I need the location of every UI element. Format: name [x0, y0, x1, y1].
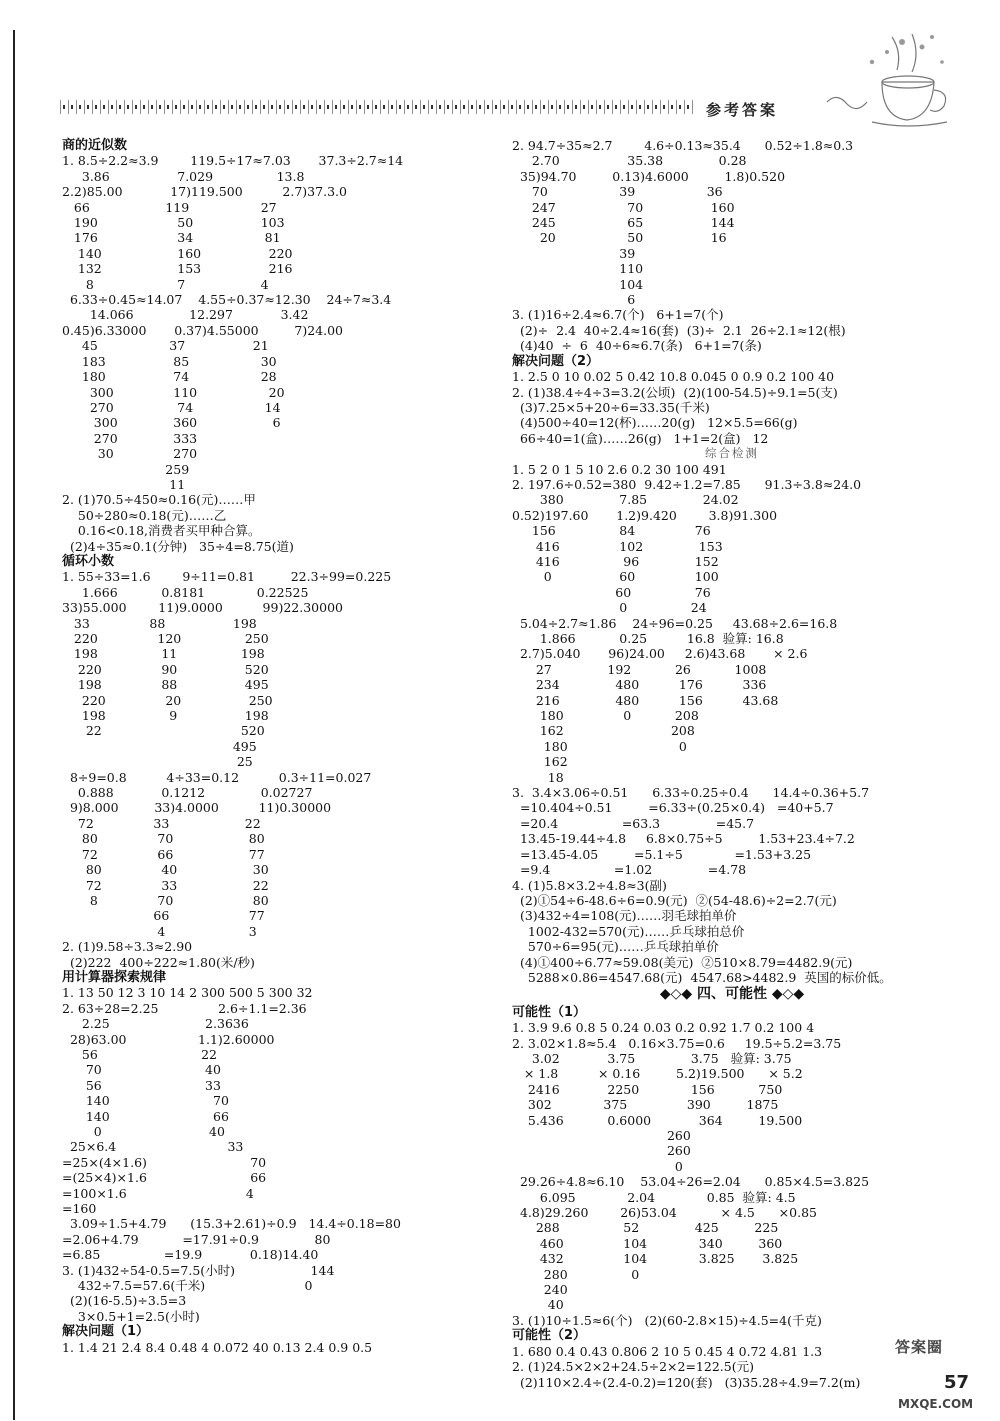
- answer-line: 3.86 7.029 13.8: [62, 168, 305, 184]
- answer-line: 104: [512, 276, 644, 292]
- answer-line: 162: [512, 754, 568, 770]
- watermark-url: MXQE.COM: [898, 1397, 974, 1411]
- answer-line: 56 22: [62, 1046, 217, 1062]
- answer-line: =20.4 =63.3 =45.7: [512, 815, 755, 831]
- answer-line: 1. 13 50 12 3 10 14 2 300 500 5 300 32: [62, 985, 313, 1001]
- answer-line: 28)63.00 1.1)2.60000: [62, 1031, 275, 1047]
- answer-line: 216 480 156 43.68: [512, 692, 779, 708]
- answer-line: 280 0: [512, 1266, 640, 1282]
- answer-line: 0 40: [62, 1124, 225, 1139]
- answer-line: 2. (1)24.5×2×2+24.5÷2×2=122.5(元): [512, 1359, 754, 1375]
- answer-line: 1. 3.9 9.6 0.8 5 0.24 0.03 0.2 0.92 1.7 0.2 100 4: [512, 1020, 815, 1036]
- answer-line: 45 37 21: [62, 338, 269, 354]
- answer-line: 25: [62, 754, 253, 770]
- answer-line: 3. 3.4×3.06÷0.51 6.33÷0.25÷0.4 14.4÷0.36+5.7: [512, 785, 870, 801]
- answer-line: 1. 8.5÷2.2≈3.9 119.5÷17≈7.03 37.3÷2.7≈14: [62, 153, 404, 169]
- answer-line: 39: [512, 245, 636, 261]
- answer-line: 70 39 36: [512, 184, 723, 200]
- answer-line: 140 70: [62, 1093, 229, 1109]
- answer-line: 2. (1)9.58÷3.3≈2.90: [62, 939, 193, 955]
- answer-line: 3.02 3.75 3.75 验算: 3.75: [512, 1050, 792, 1066]
- answer-line: 460 104 340 360: [512, 1235, 783, 1251]
- answer-line: 3×0.5+1=2.5(小时): [62, 1308, 200, 1324]
- page-spine: [0, 0, 14, 1421]
- answer-line: 18: [512, 769, 564, 785]
- answer-line: 1.866 0.25 16.8 验算: 16.8: [512, 631, 784, 646]
- answer-line: (2)(16-5.5)÷3.5=3: [62, 1293, 187, 1309]
- answer-line: 72 66 77: [62, 846, 265, 862]
- answer-line: 183 85 30: [62, 353, 277, 369]
- chapter-heading: ◆◇◆ 四、可能性 ◆◇◆: [659, 986, 805, 1003]
- answer-line: =(25×4)×1.6 66: [62, 1170, 267, 1186]
- answer-line: 247 70 160: [512, 199, 735, 215]
- answer-line: 220 20 250: [62, 692, 273, 708]
- answer-line: 8÷9=0.8 4÷33=0.12 0.3÷11=0.027: [62, 769, 372, 785]
- answer-line: 0 60 100: [512, 569, 719, 585]
- answer-line: 1. 1.4 21 2.4 8.4 0.48 4 0.072 40 0.13 2.4 0.9 0.5: [62, 1339, 373, 1355]
- answer-line: 5.04÷2.7≈1.86 24÷96=0.25 43.68÷2.6=16.8: [512, 615, 838, 631]
- answer-line: 1. 55÷33=1.6 9÷11=0.81 22.3÷99=0.225: [62, 569, 392, 585]
- answer-line: 260: [512, 1128, 691, 1143]
- answer-line: 570÷6=95(元)……乒乓球拍单价: [512, 939, 719, 955]
- section-heading: 循环小数: [62, 553, 115, 569]
- answer-line: 234 480 176 336: [512, 677, 767, 693]
- answer-line: 380 7.85 24.02: [512, 492, 739, 508]
- answer-line: 220 90 520: [62, 661, 269, 677]
- answer-line: 156 84 76: [512, 523, 711, 539]
- answer-line: 2. (1)70.5÷450≈0.16(元)……甲: [62, 492, 256, 508]
- answer-line: 6.33÷0.45≈14.07 4.55÷0.37≈12.30 24÷7≈3.4: [62, 292, 392, 308]
- answer-line: 50÷280≈0.18(元)……乙: [62, 507, 227, 523]
- answer-line: 110: [512, 261, 644, 277]
- answer-line: 300 360 6: [62, 415, 281, 431]
- answer-line: 1. 680 0.4 0.43 0.806 2 10 5 0.45 4 0.72 4.81 1.3: [512, 1343, 823, 1359]
- answer-line: 2.70 35.38 0.28: [512, 153, 747, 169]
- answer-line: (4)40 ÷ 6 40÷6≈6.7(条) 6+1=7(条): [512, 338, 762, 354]
- answer-line: 162 208: [512, 723, 695, 739]
- answer-line: 0: [512, 1158, 683, 1174]
- answer-line: 132 153 216: [62, 261, 293, 277]
- answer-line: (2)110×2.4÷(2.4-0.2)=120(套) (3)35.28÷4.9=7.2(m): [512, 1374, 861, 1390]
- answer-line: 20 50 16: [512, 230, 727, 246]
- answer-line: 80 40 30: [62, 862, 269, 878]
- answer-line: 8 7 4: [62, 276, 269, 292]
- answer-line: 2.25 2.3636: [62, 1016, 249, 1032]
- header-decorative-band-inner: [60, 105, 695, 109]
- answer-line: 60 76: [512, 584, 711, 600]
- answer-line: (2)÷ 2.4 40÷2.4≈16(套) (3)÷ 2.1 26÷2.1≈12(根): [512, 322, 846, 338]
- left-answer-column: [62, 138, 502, 1355]
- answer-line: 198 9 198: [62, 708, 269, 724]
- answer-line: 6: [512, 292, 636, 308]
- watermark-logo-text: 答案圈: [895, 1338, 944, 1356]
- section-heading: 可能性（1）: [512, 1004, 587, 1020]
- answer-line: 1. 5 2 0 1 5 10 2.6 0.2 30 100 491: [512, 461, 727, 477]
- page-number: 57: [944, 1372, 970, 1393]
- answer-line: 432÷7.5=57.6(千米) 0: [62, 1278, 313, 1294]
- answer-line: 30 270: [62, 446, 198, 462]
- answer-line: 14.066 12.297 3.42: [62, 307, 309, 323]
- section-heading: 商的近似数: [62, 138, 128, 153]
- answer-line: 2416 2250 156 750: [512, 1081, 783, 1097]
- answer-line: 11: [62, 476, 186, 492]
- answer-line: 4.8)29.260 26)53.04 × 4.5 ×0.85: [512, 1205, 817, 1221]
- answer-line: 288 52 425 225: [512, 1220, 779, 1236]
- answer-line: 302 375 390 1875: [512, 1097, 779, 1113]
- answer-line: 8 70 80: [62, 892, 269, 908]
- answer-line: 270 74 14: [62, 399, 281, 415]
- answer-line: 1002-432=570(元)……乒乓球拍总价: [512, 923, 745, 939]
- answer-line: 72 33 22: [62, 877, 269, 893]
- answer-line: 2.2)85.00 17)119.500 2.7)37.3.0: [62, 184, 347, 200]
- answer-line: 416 102 153: [512, 538, 723, 554]
- answer-line: 0.52)197.60 1.2)9.420 3.8)91.300: [512, 507, 778, 523]
- answer-line: 432 104 3.825 3.825: [512, 1251, 799, 1267]
- answer-line: 220 120 250: [62, 631, 269, 646]
- answer-line: 0.888 0.1212 0.02727: [62, 785, 313, 801]
- answer-line: 0 24: [512, 600, 707, 616]
- answer-line: 495: [62, 738, 257, 754]
- answer-line: 300 110 20: [62, 384, 285, 400]
- answer-line: =160: [62, 1201, 97, 1217]
- answer-line: 259: [62, 461, 190, 477]
- answer-line: 72 33 22: [62, 815, 261, 831]
- answer-line: 40: [512, 1297, 564, 1313]
- answer-line: =13.45-4.05 =5.1÷5 =1.53+3.25: [512, 846, 812, 862]
- answer-line: 198 88 495: [62, 677, 269, 693]
- answer-line: (4)500÷40=12(杯)……20(g) 12×5.5=66(g): [512, 415, 798, 431]
- answer-line: =10.404÷0.51 =6.33÷(0.25×0.4) =40+5.7: [512, 800, 834, 816]
- answer-line: (2)4÷35≈0.1(分钟) 35÷4=8.75(道): [62, 538, 294, 554]
- answer-line: 80 70 80: [62, 831, 265, 847]
- answer-line: × 1.8 × 0.16 5.2)19.500 × 5.2: [512, 1066, 803, 1082]
- answer-line: 70 40: [62, 1062, 221, 1078]
- answer-line: 3.09÷1.5+4.79 (15.3+2.61)÷0.9 14.4÷0.18=80: [62, 1216, 401, 1232]
- answer-line: 56 33: [62, 1077, 221, 1093]
- answer-line: 33 88 198: [62, 615, 257, 631]
- answer-line: =2.06+4.79 =17.91÷0.9 80: [62, 1231, 331, 1247]
- section-heading: 解决问题（2）: [512, 353, 600, 369]
- answer-line: 35)94.70 0.13)4.6000 1.8)0.520: [512, 168, 786, 184]
- answer-line: (2)①54÷6-48.6÷6=0.9(元) ②(54-48.6)÷2=2.7(元): [512, 892, 837, 908]
- answer-line: 66÷40=1(盒)……26(g) 1+1=2(盒) 12: [512, 430, 769, 446]
- answer-line: 260: [512, 1143, 691, 1159]
- answer-line: 2. 94.7÷35≈2.7 4.6÷0.13≈35.4 0.52÷1.8≈0.3: [512, 138, 854, 153]
- answer-line: 245 65 144: [512, 215, 735, 231]
- answer-line: 3. (1)10÷1.5≈6(个) (2)(60-2.8×15)÷4.5=4(千克): [512, 1312, 822, 1328]
- answer-line: 27 192 26 1008: [512, 661, 767, 677]
- answer-line: 198 11 198: [62, 646, 265, 662]
- section-heading: 解决问题（1）: [62, 1324, 150, 1340]
- answer-line: =9.4 =1.02 =4.78: [512, 862, 747, 878]
- answer-line: 0.45)6.33000 0.37)4.55000 7)24.00: [62, 322, 343, 338]
- answer-line: (3)432÷4=108(元)……羽毛球拍单价: [512, 908, 737, 924]
- answer-line: 180 0: [512, 738, 687, 754]
- answer-line: 29.26÷4.8≈6.10 53.04÷26=2.04 0.85×4.5=3.825: [512, 1174, 870, 1190]
- answer-line: 190 50 103: [62, 215, 285, 231]
- decoration-teacup-illustration: [812, 22, 962, 132]
- answer-line: 1. 2.5 0 10 0.02 5 0.42 10.8 0.045 0 0.9 0.2 100 40: [512, 369, 835, 385]
- answer-line: 0.16<0.18,消费者买甲种合算。: [62, 523, 261, 539]
- answer-line: =6.85 =19.9 0.18)14.40: [62, 1247, 319, 1263]
- answer-line: 3. (1)432÷54-0.5=7.5(小时) 144: [62, 1262, 335, 1278]
- answer-line: 1.666 0.8181 0.22525: [62, 584, 309, 600]
- answer-line: 6.095 2.04 0.85 验算: 4.5: [512, 1189, 796, 1205]
- answer-line: 22 520: [62, 723, 265, 739]
- right-answer-column: [512, 138, 952, 1390]
- answer-line: 140 66: [62, 1108, 229, 1124]
- section-heading: 用计算器探索规律: [62, 969, 167, 985]
- answer-line: 25×6.4 33: [62, 1139, 244, 1155]
- header-title: 参考答案: [706, 101, 779, 119]
- answer-line: 9)8.000 33)4.0000 11)0.30000: [62, 800, 332, 816]
- answer-line: 33)55.000 11)9.0000 99)22.30000: [62, 600, 343, 616]
- answer-line: 2. 197.6÷0.52=380 9.42÷1.2=7.85 91.3÷3.8≈24.0: [512, 476, 862, 492]
- spine-line: [13, 30, 15, 1420]
- section-heading: 可能性（2）: [512, 1328, 587, 1344]
- answer-line: 180 74 28: [62, 369, 277, 385]
- answer-line: 5.436 0.6000 364 19.500: [512, 1112, 803, 1128]
- answer-line: 13.45-19.44÷4.8 6.8×0.75÷5 1.53+23.4÷7.2: [512, 831, 855, 847]
- answer-line: =25×(4×1.6) 70: [62, 1154, 267, 1170]
- answer-line: 270 333: [62, 430, 198, 446]
- answer-line: 176 34 81: [62, 230, 281, 246]
- answer-line: 2.7)5.040 96)24.00 2.6)43.68 × 2.6: [512, 646, 808, 662]
- answer-line: 4 3: [62, 923, 257, 939]
- answer-line: 416 96 152: [512, 553, 719, 569]
- answer-line: 2. 3.02×1.8≈5.4 0.16×3.75=0.6 19.5÷5.2=3.75: [512, 1035, 842, 1051]
- answer-line: (4)①400÷6.77≈59.08(美元) ②510×8.79=4482.9(元): [512, 954, 853, 970]
- answer-line: 140 160 220: [62, 245, 293, 261]
- answer-line: (3)7.25×5+20÷6=33.35(千米): [512, 399, 710, 415]
- answer-line: 3. (1)16÷2.4≈6.7(个) 6+1=7(个): [512, 307, 724, 323]
- answer-line: 5288×0.86=4547.68(元) 4547.68>4482.9 英国的标价低。: [512, 969, 892, 985]
- answer-line: 66 119 27: [62, 199, 277, 215]
- answer-line: 2. 63÷28=2.25 2.6÷1.1=2.36: [62, 1000, 307, 1016]
- answer-line: 4. (1)5.8×3.2÷4.8≈3(副): [512, 877, 667, 893]
- subsection-heading: 综合检测: [705, 446, 759, 461]
- answer-line: 180 0 208: [512, 708, 699, 724]
- answer-line: 240: [512, 1282, 568, 1298]
- answer-line: 2. (1)38.4÷4÷3=3.2(公顷) (2)(100-54.5)÷9.1=5(支): [512, 384, 838, 400]
- answer-line: (2)222 400÷222≈1.80(米/秒): [62, 954, 255, 970]
- answer-line: 66 77: [62, 908, 265, 924]
- answer-line: =100×1.6 4: [62, 1185, 254, 1201]
